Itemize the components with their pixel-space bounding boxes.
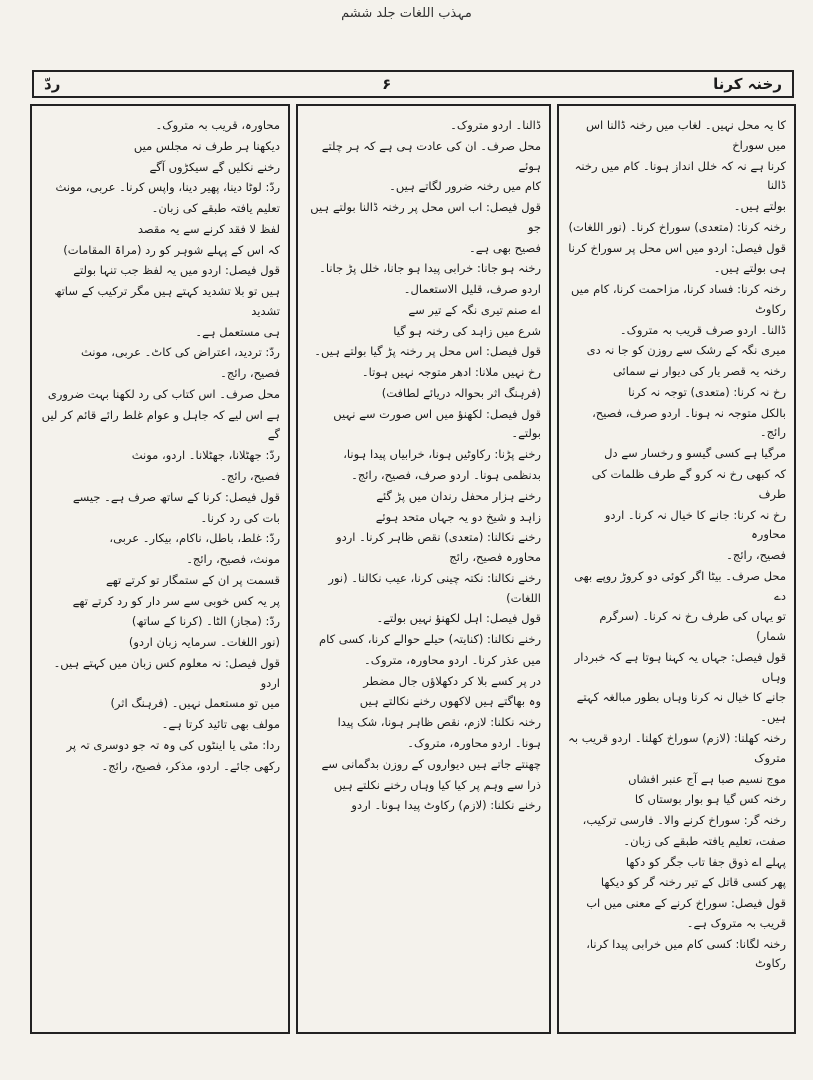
text-line: قول فیصل: اب اس محل پر رخنہ ڈالنا بولتے ہیں جو <box>310 200 541 234</box>
page-header <box>32 70 794 98</box>
text-line: (فرہنگ اثر بحوالہ دریائے لطافت) <box>381 385 541 400</box>
text-line: زاہد و شیخ دو یہ جہاں متحد ہوئے <box>375 509 541 524</box>
text-line: مونث، فصیح، رائج۔ <box>186 552 280 567</box>
text-line: رخ نہیں ملانا: ادھر متوجہ نہیں ہوتا۔ <box>361 365 541 380</box>
text-line: چھنتے جاتے ہیں دیواروں کے روزن بدگمانی سے <box>321 756 541 771</box>
text-line: رخ نہ کرنا: (متعدی) توجہ نہ کرنا <box>628 384 786 399</box>
text-line: رخنہ کرنا: فساد کرنا، مزاحمت کرنا، کام میں رکاوٹ <box>571 282 786 316</box>
text-line: کا یہ محل نہیں۔ لغاب میں رخنہ ڈالنا اس میں سوراخ <box>585 118 786 152</box>
text-line: بات کی رد کرنا۔ <box>200 510 280 525</box>
text-line: اردو صرف، قلیل الاستعمال۔ <box>403 282 541 297</box>
text-line: پہلے اے ذوق جفا تاب جگر کو دکھا <box>625 854 786 869</box>
text-line: بالکل متوجہ نہ ہونا۔ اردو صرف، فصیح، رائج۔ <box>592 405 786 440</box>
text-line: پر یہ کس خوبی سے سر دار کو رد کرتے تھے <box>72 593 280 608</box>
text-line: رخنہ لگانا: کسی کام میں خرابی پیدا کرنا، رکاوٹ <box>586 936 786 971</box>
text-line: شرع میں زاہد کی رخنہ ہو گیا <box>393 323 541 338</box>
text-line: کہ کبھی رخ نہ کرو گے طرف ظلمات کی طرف <box>591 467 786 501</box>
text-line: صفت، تعلیم یافتہ طبقے کی زبان۔ <box>623 833 786 848</box>
text-line: فصیح، رائج۔ <box>220 366 280 381</box>
text-line: محل صرف۔ اس کتاب کی رد لکھنا بہت ضروری <box>47 386 280 401</box>
text-column-right <box>557 104 796 1034</box>
text-line: ردا: مٹی یا اینٹوں کی وہ تہ جو دوسری تہ پر <box>66 737 280 752</box>
text-line: رکھی جائے۔ اردو، مذکر، فصیح، رائج۔ <box>101 758 280 773</box>
text-line: اے صنم تیری نگہ کے تیر سے <box>408 302 541 317</box>
text-line: رخنہ کس گیا ہو بوار بوستاں کا <box>634 792 786 807</box>
text-line: ردّ: جھٹلانا، جھٹلانا۔ اردو، مونث <box>131 448 280 463</box>
text-line: قول فیصل: لکھنؤ میں اس صورت سے نہیں بولتے۔ <box>333 406 541 441</box>
text-line: قول فیصل: اردو میں یہ لفظ جب تنہا بولتے <box>73 263 280 278</box>
text-line: ہی مستعمل ہے۔ <box>195 324 280 339</box>
text-line: رخنہ گر: سوراخ کرنے والا۔ فارسی ترکیب، <box>582 813 786 828</box>
text-line: محل صرف۔ ان کی عادت ہی ہے کہ ہر چلتے ہوئے <box>321 138 541 173</box>
text-line: قول فیصل: اس محل پر رخنہ پڑ گیا بولتے ہیں۔ <box>314 344 541 359</box>
text-line: رخنہ کرنا: (متعدی) سوراخ کرنا۔ (نور اللغات) <box>568 219 786 234</box>
text-line: تو یہاں کی طرف رخ نہ کرنا۔ (سرگرم شمار) <box>599 609 786 644</box>
text-line: ڈالنا۔ اردو صرف قریب بہ متروک۔ <box>619 322 786 337</box>
text-line: دیکھنا ہر طرف نہ مجلس میں <box>133 138 280 153</box>
text-line: رخنہ نکلنا: لازم، نقص ظاہر ہونا، شک پیدا <box>337 715 541 730</box>
text-line: ذرا سے وہم پر کیا کیا وہاں رخنے نکلتے ہیں <box>333 777 541 792</box>
text-line: لفظ لا فقد کرنے سے یہ مقصد <box>137 221 280 236</box>
text-line: رخنہ ہو جانا: خرابی پیدا ہو جانا، خلل پڑ جانا۔ <box>319 261 541 276</box>
text-line: ہیں تو بلا تشدید کہتے ہیں مگر ترکیب کے ساتھ تشدید <box>54 284 280 318</box>
text-line: رخنے ہزار محفل رندان میں پڑ گئے <box>376 488 541 503</box>
text-line: مولف بھی تائید کرتا ہے۔ <box>161 717 280 732</box>
text-line: رخنہ کھلنا: (لازم) سوراخ کھلنا۔ اردو قریب بہ متروک <box>568 730 786 765</box>
text-line: ردّ: لوٹا دینا، پھیر دینا، واپس کرنا۔ عربی، مونث <box>55 180 280 195</box>
text-line: قول فیصل: نہ معلوم کس زبان میں کہتے ہیں۔ اردو <box>53 655 280 690</box>
text-line: فصیح، رائج۔ <box>220 469 280 484</box>
text-line: مرگیا ہے کسی گیسو و رخسار سے دل <box>604 446 786 461</box>
text-line: جانے کا خیال نہ کرنا وہاں بطور مبالغہ کہتے ہیں۔ <box>576 690 786 725</box>
text-line: رخنے نکالنا: (متعدی) نقص ظاہر کرنا۔ اردو محاورہ فصیح، رائج <box>336 530 541 565</box>
text-line: رخنے نکلیں گے سیکڑوں آگے <box>149 159 280 174</box>
text-line: ہی بولتے ہیں۔ <box>713 261 786 276</box>
text-line: موج نسیم صبا ہے آج عنبر افشاں <box>628 771 786 786</box>
text-line: کام میں رخنہ ضرور لگاتے ہیں۔ <box>389 179 541 194</box>
text-line: ڈالنا۔ اردو متروک۔ <box>450 118 541 132</box>
text-column-middle <box>296 104 551 1034</box>
text-line: قول فیصل: سوراخ کرنے کے معنی میں اب قریب بہ متروک ہے۔ <box>586 896 786 930</box>
text-line: رخنے نکلنا: (لازم) رکاوٹ پیدا ہونا۔ اردو <box>351 798 541 813</box>
text-line: فصیح بھی ہے۔ <box>469 240 541 255</box>
text-line: میری نگہ کے رشک سے روزن کو جا نہ دی <box>586 343 786 358</box>
header-left-word: ردّ <box>44 75 61 93</box>
text-line: ردّ: (مجاز) الٹا۔ (کرنا کے ساتھ) <box>131 614 280 629</box>
text-line: ہونا۔ اردو محاورہ، متروک۔ <box>407 735 541 750</box>
header-right-word: رخنہ کرنا <box>713 75 782 93</box>
text-line: کرنا ہے نہ کہ خلل انداز ہونا۔ کام میں رخنہ ڈالنا <box>574 158 786 193</box>
page-number: ۶ <box>382 75 392 93</box>
text-line: ردّ: غلط، باطل، ناکام، بیکار۔ عربی، <box>109 531 280 546</box>
book-title: مہذب اللغات جلد ششم <box>341 6 472 21</box>
text-line: رخنے نکالنا: (کنایتہ) حیلے حوالے کرنا، کسی کام <box>319 632 541 647</box>
text-line: رخ نہ کرنا: جانے کا خیال نہ کرنا۔ اردو محاورہ <box>604 507 786 542</box>
text-line: پھر کسی قاتل کے تیر رخنہ گر کو دیکھا <box>600 875 786 890</box>
text-line: قول فیصل: اردو میں اس محل پر سوراخ کرنا <box>568 240 786 255</box>
text-line: رخنے پڑنا: رکاوٹیں ہونا، خرابیاں پیدا ہونا، <box>343 447 541 462</box>
text-line: قسمت پر ان کے ستمگار تو کرتے تھے <box>106 572 280 587</box>
text-line: قول فیصل: جہاں یہ کہنا ہوتا ہے کہ خبردار وہاں <box>574 649 786 684</box>
text-line: (نور اللغات۔ سرمایہ زبان اردو) <box>128 635 280 650</box>
text-line: فصیح، رائج۔ <box>726 548 786 563</box>
text-line: وہ بھاگتے ہیں لاکھوں رخنے نکالتے ہیں <box>359 694 541 709</box>
text-line: تعلیم یافتہ طبقے کی زبان۔ <box>151 201 280 216</box>
text-line: ہے اس لیے کہ جاہل و عوام غلط رائے قائم کر لیں گے <box>41 407 280 442</box>
text-line: بولتے ہیں۔ <box>733 199 786 214</box>
text-line: ردّ: تردید، اعتراض کی کاٹ۔ عربی، مونث <box>81 345 280 360</box>
text-line: بدنظمی ہونا۔ اردو صرف، فصیح، رائج۔ <box>351 468 541 483</box>
text-column-left <box>30 104 290 1034</box>
text-line: میں عذر کرنا۔ اردو محاورہ، متروک۔ <box>363 652 541 667</box>
text-line: رخنہ یہ قصر یار کی دیوار نے سمائی <box>612 364 786 379</box>
text-line: قول فیصل: کرنا کے ساتھ صرف ہے۔ جیسے <box>72 489 280 504</box>
text-line: محل صرف۔ بیٹا اگر کوئی دو کروڑ روپے بھی دے <box>574 568 786 603</box>
text-line: قول فیصل: اہل لکھنؤ نہیں بولتے۔ <box>376 611 541 626</box>
text-line: رخنے نکالنا: نکتہ چینی کرنا، عیب نکالنا۔ (نور اللغات) <box>328 570 541 605</box>
text-line: در پر کسے بلا کر دکھلاؤں جال مضطر <box>363 673 541 688</box>
text-line: میں تو مستعمل نہیں۔ (فرہنگ اثر) <box>110 696 280 711</box>
text-line: محاورہ، قریب بہ متروک۔ <box>155 118 280 132</box>
text-line: کہ اس کے پہلے شوہر کو رد (مراۃ المقامات) <box>63 242 280 257</box>
